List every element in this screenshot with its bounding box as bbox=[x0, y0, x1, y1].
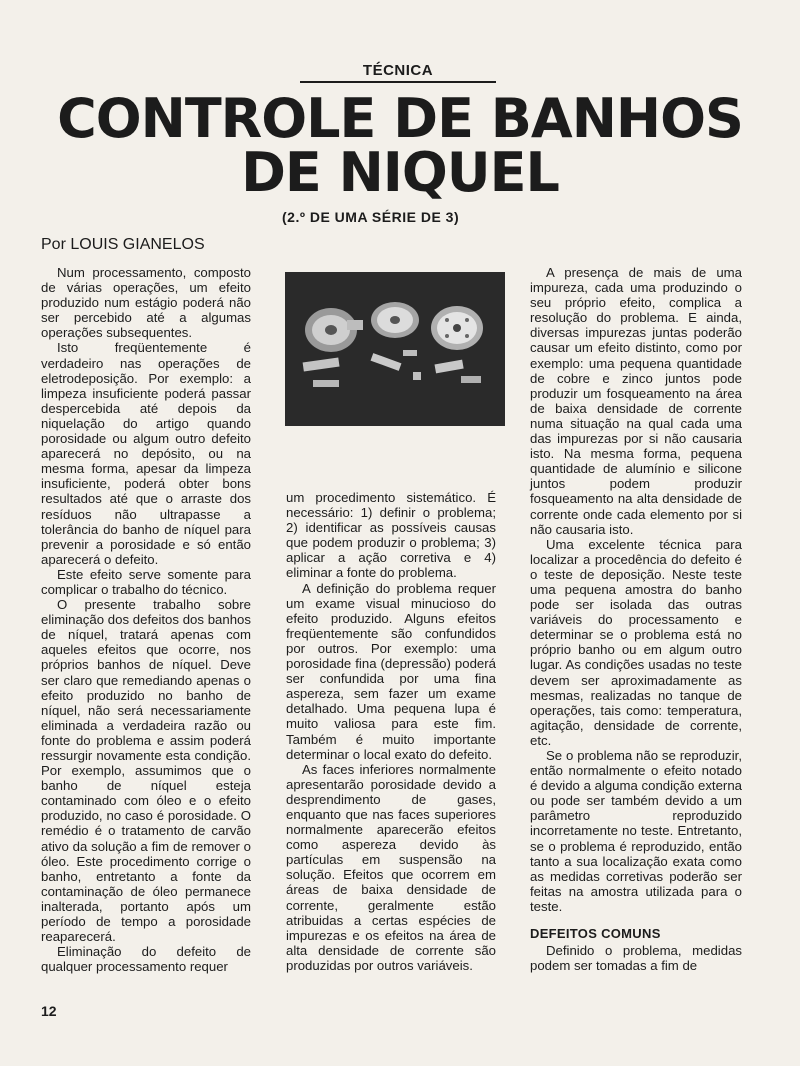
column-1 bbox=[41, 265, 251, 974]
article-title: CONTROLE DE BANHOS DE NIQUEL bbox=[57, 87, 743, 204]
paragraph: O presente trabalho sobre eliminação dos defeitos dos banhos de níquel, tratará apenas com aqueles efeitos que ocorre, nos próprios banhos de níquel. Deve ser claro que remediando apenas o efeito produzido no banho de níquel, não será necessariamente eliminada a verdadeira razão ou fonte do problema e assim poderá ressurgir novamente esta condição. Por exemplo, assumimos que o banho de níquel esteja contaminado com óleo e o efeito produzido, no caso é porosidade. O remédio é o tratamento de carvão ativo da solução a fim de remover o óleo. Este procedimento corrige o banho, entretanto a fonte da contaminação de óleo permanece inalterada, portanto após um período de tempo a porosidade reaparecerá. bbox=[41, 597, 251, 945]
paragraph: Isto freqüentemente é verdadeiro nas operações de eletrodeposição. Por exemplo: a limpeza insuficiente poderá passar despercebida até depois da niquelação do artigo quando porosidade ou algum outro defeito aparecerá no depósito, ou na mesma forma, apesar da limpeza insuficiente, poderá obter bons resultados até que o arraste dos resíduos não ultrapasse a tolerância do banho de níquel para prevenir a porosidade e só então aparecerá o defeito. bbox=[41, 340, 251, 567]
column-3 bbox=[530, 265, 742, 973]
paragraph: Num processamento, composto de várias operações, um efeito produzido num estágio poderá não ser percebido até a algumas operações subsequentes. bbox=[41, 265, 251, 341]
section-label: TÉCNICA bbox=[300, 62, 496, 83]
paragraph: A presença de mais de uma impureza, cada uma produzindo o seu próprio efeito, complica a resolução do problema. E ainda, diversas impurezas juntas poderão causar um efeito distinto, como por exemplo: uma pequena quantidade de cobre e zinco juntos pode produzir um fosqueamento na área de baixa densidade de corrente numa situação na qual cada uma das impurezas por si não causaria isto. Na mesma forma, pequena quantidade de alumínio e silicone juntos podem produzir fosqueamento na alta densidade de corrente onde cada elemento por si não causaria isto. bbox=[530, 265, 742, 537]
paragraph: Se o problema não se reproduzir, então normalmente o efeito notado é devido a alguma condição externa ou pode ser também devido a um parâmetro reproduzido incorretamente no teste. Entretanto, se o problema é reproduzido, então tanto a sua localização exata como as medidas corretivas poderão ser feitas na amostra utilizada para o teste. bbox=[530, 748, 742, 914]
paragraph: Definido o problema, medidas podem ser tomadas a fim de bbox=[530, 943, 742, 974]
byline: Por LOUIS GIANELOS bbox=[41, 236, 205, 253]
paragraph: Este efeito serve somente para complicar o trabalho do técnico. bbox=[41, 566, 251, 597]
paragraph: Uma excelente técnica para localizar a procedência do defeito é o teste de deposição. Neste teste uma pequena amostra do banho pode ser isolada das outras variáveis do processamento e determinar se o problema está no próprio banho ou em algum outro lugar. As condições usadas no teste devem ser aproximadamente as mesmas, realizadas no tanque de operações, tais como: temperatura, agitação, densidade de corrente, etc. bbox=[530, 536, 742, 748]
paragraph: A definição do problema requer um exame visual minucioso do efeito produzido. Alguns efeitos freqüentemente são confundidos por outros. Por exemplo: uma porosidade fina (depressão) poderá ser confundida por uma fina aspereza, sem fazer um exame detalhado. Uma pequena lupa é muito valiosa para este fim. Também é muito importante determinar o local exato do defeito. bbox=[286, 580, 496, 762]
paragraph: Eliminação do defeito de qualquer processamento requer bbox=[41, 944, 251, 975]
article-photo bbox=[285, 272, 505, 426]
nickel-parts-photo bbox=[285, 272, 505, 426]
section-heading: DEFEITOS COMUNS bbox=[530, 926, 661, 942]
article-subtitle: (2.º DE UMA SÉRIE DE 3) bbox=[282, 209, 460, 225]
column-2 bbox=[286, 490, 496, 973]
paragraph: um procedimento sistemático. É necessário: 1) definir o problema; 2) identificar as possíveis causas que podem produzir o problema; 3) aplicar a ação corretiva e 4) eliminar a fonte do problema. bbox=[286, 490, 496, 581]
paragraph: As faces inferiores normalmente apresentarão porosidade devido a desprendimento de gases, enquanto que nas faces superiores normalmente aparecerão efeitos como aspereza devido às partículas em suspensão na solução. Efeitos que ocorrem em áreas de baixa densidade de corrente, geralmente estão atribuidas a certas espécies de impurezas e os efeitos na área de alta densidade de corrente são produzidas por outros variáveis. bbox=[286, 761, 496, 973]
page-number: 12 bbox=[41, 1003, 57, 1019]
